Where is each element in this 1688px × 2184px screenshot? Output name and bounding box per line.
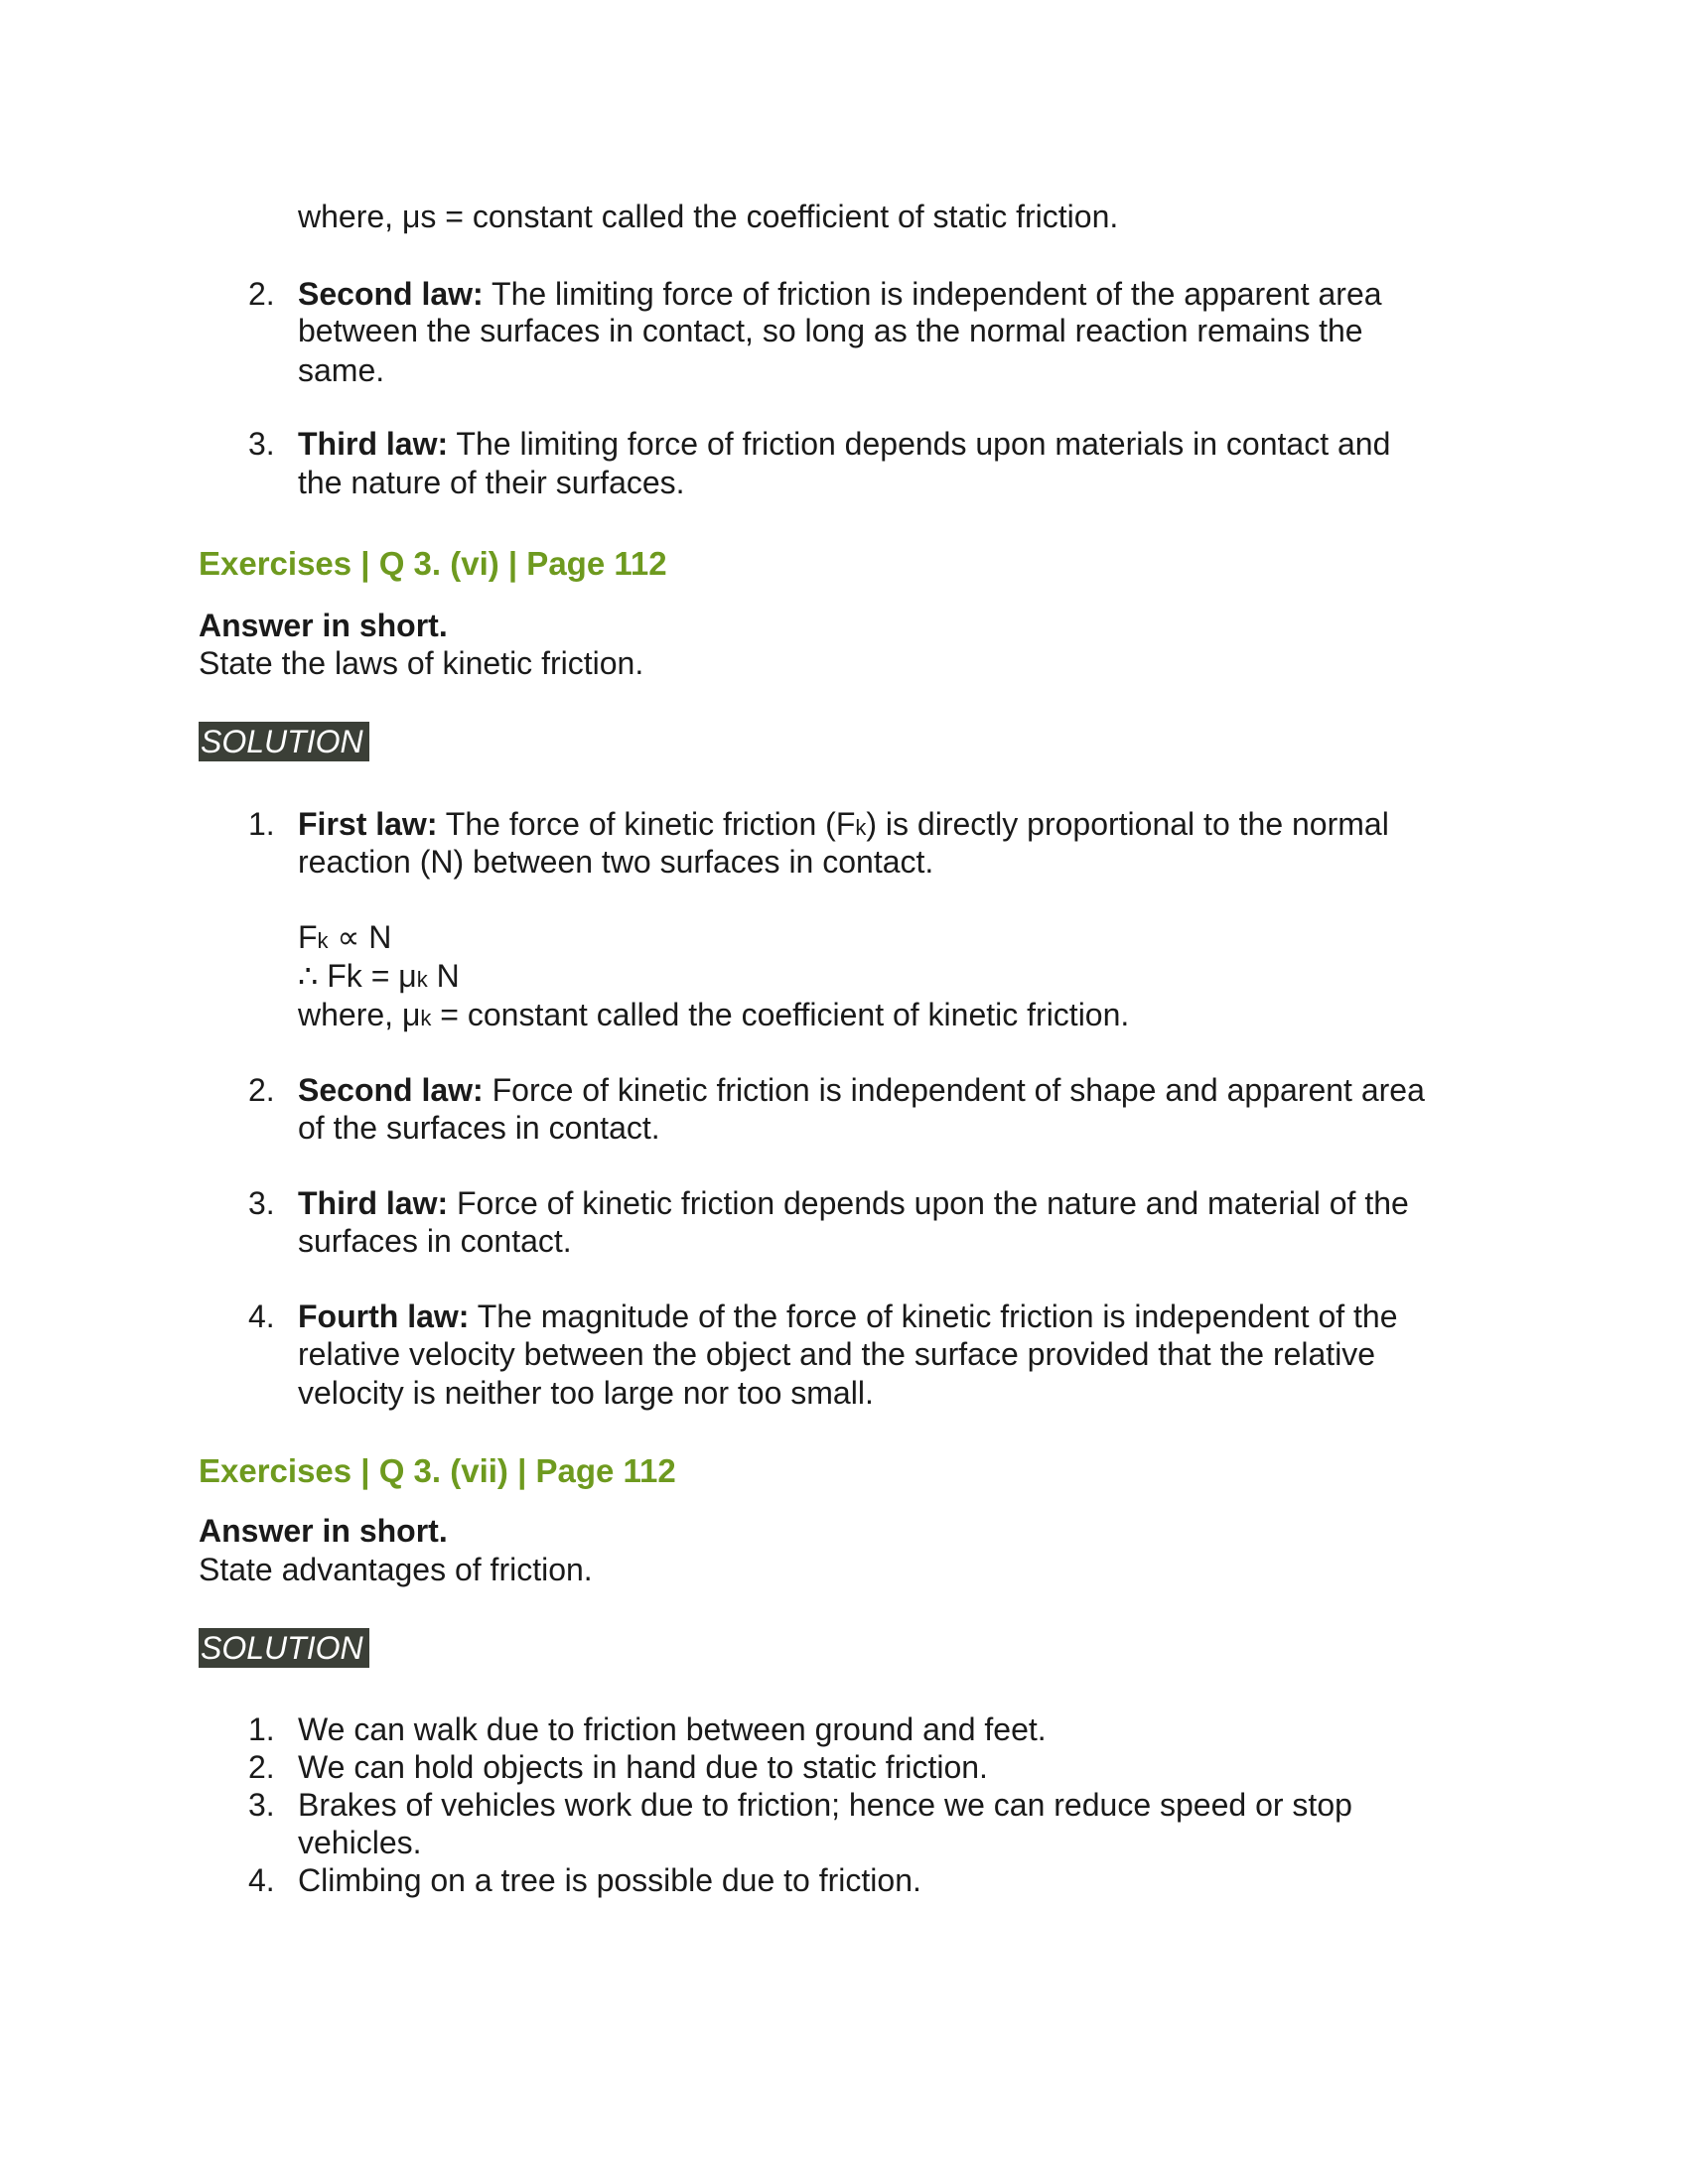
subscript: k xyxy=(416,967,428,992)
law-label: Third law: xyxy=(298,1185,449,1221)
law-text: The magnitude of the force of kinetic friction is independent of the xyxy=(477,1298,1398,1334)
solution-label: SOLUTION xyxy=(199,722,369,761)
kinetic-fourth-law-line1 xyxy=(298,1297,1398,1336)
law-text: ) is directly proportional to the normal xyxy=(866,806,1389,842)
advantage-item: We can walk due to friction between ground and feet. xyxy=(298,1711,1047,1747)
list-number: 3. xyxy=(248,1787,275,1823)
static-third-law-line2: the nature of their surfaces. xyxy=(298,465,685,500)
eq-part: F xyxy=(298,919,318,955)
law-label: Second law: xyxy=(298,276,484,312)
kinetic-fourth-law-line3: velocity is neither too large nor too small. xyxy=(298,1375,874,1411)
list-number: 1. xyxy=(248,1711,275,1747)
kinetic-third-law-line2: surfaces in contact. xyxy=(298,1223,572,1259)
static-second-law-line1 xyxy=(298,274,1382,314)
list-number: 3. xyxy=(248,1185,275,1221)
list-number: 1. xyxy=(248,806,275,842)
law-text: The limiting force of friction depends upon materials in contact and xyxy=(456,426,1391,462)
solution-label: SOLUTION xyxy=(199,1628,369,1668)
law-label: Fourth law: xyxy=(298,1298,470,1334)
eq-part: ∝ N xyxy=(328,919,392,955)
static-friction-where: where, μs = constant called the coefficient of static friction. xyxy=(298,199,1119,234)
prompt-title: Answer in short. xyxy=(199,608,448,643)
kinetic-third-law-line1 xyxy=(298,1183,1409,1223)
static-second-law-line3: same. xyxy=(298,352,385,388)
list-number: 3. xyxy=(248,426,275,462)
subscript: k xyxy=(317,928,329,953)
law-label: Third law: xyxy=(298,426,449,462)
static-second-law-line2: between the surfaces in contact, so long as the normal reaction remains the xyxy=(298,313,1363,348)
advantage-item: Brakes of vehicles work due to friction; hence we can reduce speed or stop xyxy=(298,1787,1352,1823)
list-number: 4. xyxy=(248,1298,275,1334)
eq-part: ∴ Fk = μ xyxy=(298,958,417,994)
law-label: Second law: xyxy=(298,1072,484,1108)
law-label: First law: xyxy=(298,806,438,842)
static-third-law-line1 xyxy=(298,424,1390,464)
subscript: k xyxy=(420,1006,432,1030)
law-text: The limiting force of friction is independent of the apparent area xyxy=(492,276,1382,312)
equation-proportional xyxy=(298,917,391,961)
exercise-heading: Exercises | Q 3. (vii) | Page 112 xyxy=(199,1452,676,1489)
eq-part: where, μ xyxy=(298,997,421,1032)
exercise-heading: Exercises | Q 3. (vi) | Page 112 xyxy=(199,545,667,582)
subscript: k xyxy=(855,815,867,840)
kinetic-second-law-line2: of the surfaces in contact. xyxy=(298,1110,660,1146)
eq-part: = constant called the coefficient of kinetic friction. xyxy=(431,997,1130,1032)
eq-part: N xyxy=(427,958,460,994)
law-text: The force of kinetic friction (F xyxy=(445,806,856,842)
question-text: State advantages of friction. xyxy=(199,1552,593,1587)
kinetic-fourth-law-line2: relative velocity between the object and the surface provided that the relative xyxy=(298,1336,1376,1372)
equation-where xyxy=(298,995,1129,1038)
advantage-item: Climbing on a tree is possible due to friction. xyxy=(298,1862,921,1898)
list-number: 2. xyxy=(248,1749,275,1785)
kinetic-second-law-line1 xyxy=(298,1070,1425,1110)
law-text: Force of kinetic friction is independent of shape and apparent area xyxy=(492,1072,1425,1108)
list-number: 2. xyxy=(248,1072,275,1108)
equation-therefore xyxy=(298,956,460,1000)
law-text: Force of kinetic friction depends upon the nature and material of the xyxy=(457,1185,1409,1221)
advantage-item: We can hold objects in hand due to static friction. xyxy=(298,1749,988,1785)
question-text: State the laws of kinetic friction. xyxy=(199,645,644,681)
prompt-title: Answer in short. xyxy=(199,1513,448,1549)
list-number: 2. xyxy=(248,276,275,312)
advantage-item-continuation: vehicles. xyxy=(298,1825,422,1860)
list-number: 4. xyxy=(248,1862,275,1898)
first-law-line2: reaction (N) between two surfaces in contact. xyxy=(298,844,934,880)
